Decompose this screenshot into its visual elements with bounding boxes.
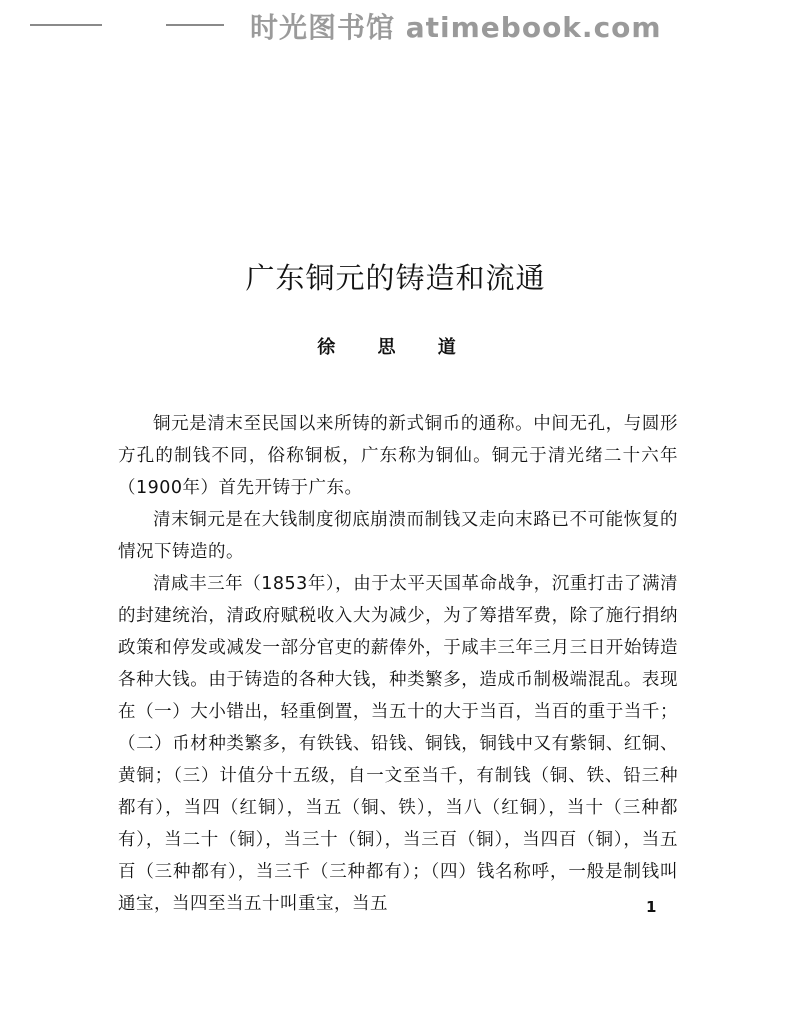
article-title: 广东铜元的铸造和流通 xyxy=(245,261,546,295)
header-bar xyxy=(0,0,791,50)
paragraph: 清咸丰三年（1853年），由于太平天国革命战争，沉重打击了满清的封建统治，清政府赋税收入大为减少，为了筹措军费，除了施行捐纳政策和停发或减发一部分官吏的薪俸外，于咸丰三年三月三日开始铸造各种大钱。由于铸造的各种大钱，种类繁多，造成币制极端混乱。表现在（一）大小错出，轻重倒置，当五十的大于当百，当百的重于当千；（二）币材种类繁多，有铁钱、铅钱、铜钱，铜钱中又有紫铜、红铜、黄铜；（三）计值分十五级，自一文至当千，有制钱（铜、铁、铅三种都有），当四（红铜），当五（铜、铁），当八（红铜），当十（三种都有），当二十（铜），当三十（铜），当三百（铜），当四百（铜），当五百（三种都有），当三千（三种都有）；（四）钱名称呼，一般是制钱叫通宝，当四至当五十叫重宝，当五 xyxy=(118,574,678,914)
header-rule-left xyxy=(30,24,102,26)
header-rule-right xyxy=(166,24,224,26)
article-body xyxy=(118,408,678,920)
page-number: 1 xyxy=(646,898,657,916)
paragraph: 清末铜元是在大钱制度彻底崩溃而制钱又走向末路已不可能恢复的情况下铸造的。 xyxy=(118,510,678,562)
article-author: 徐 思 道 xyxy=(317,337,474,358)
paragraph: 铜元是清末至民国以来所铸的新式铜币的通称。中间无孔，与圆形方孔的制钱不同，俗称铜板，广东称为铜仙。铜元于清光绪二十六年（1900年）首先开铸于广东。 xyxy=(118,414,678,498)
site-watermark: 时光图书馆 atimebook.com xyxy=(250,11,662,44)
